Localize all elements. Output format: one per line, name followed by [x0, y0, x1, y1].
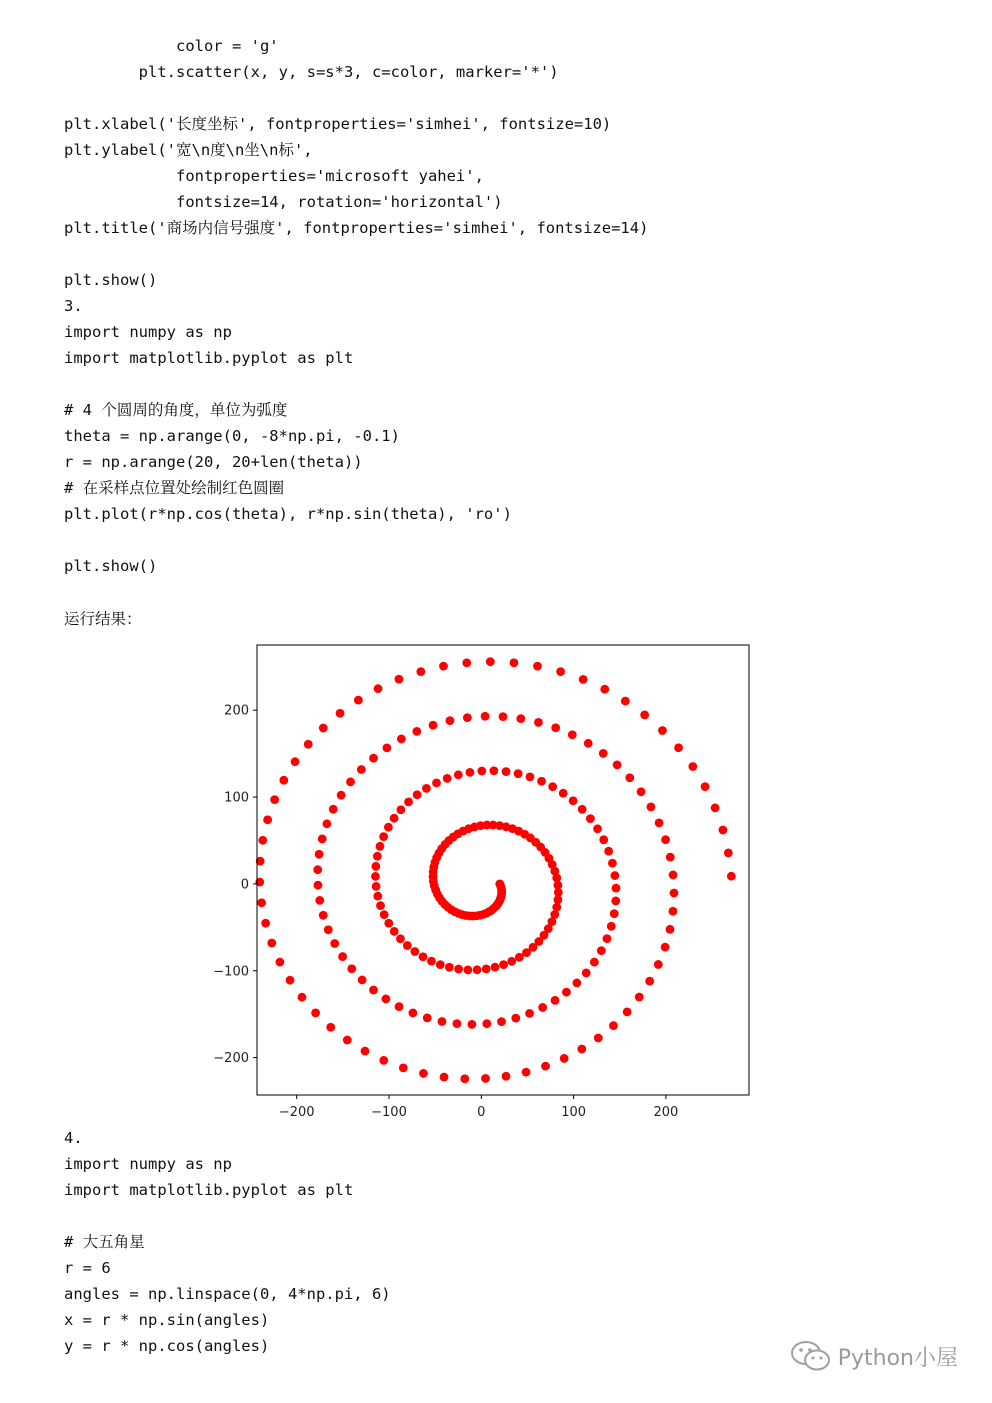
data-point	[658, 726, 667, 735]
data-point	[438, 1017, 447, 1026]
data-point	[559, 789, 568, 798]
data-point	[323, 819, 332, 828]
code-line	[64, 85, 648, 111]
data-point	[396, 805, 405, 814]
x-tick-label: 100	[561, 1105, 587, 1120]
code-line: plt.ylabel('宽\n度\n坐\n标',	[64, 141, 313, 159]
y-tick-label: 100	[224, 790, 249, 806]
data-point	[463, 713, 472, 722]
data-point	[635, 993, 644, 1002]
data-point	[724, 848, 733, 857]
data-point	[381, 995, 390, 1004]
code-line: # 在采样点位置处绘制红色圆圈	[64, 479, 285, 497]
data-point	[286, 976, 295, 985]
data-point	[443, 774, 452, 783]
data-point	[586, 814, 595, 823]
data-point	[613, 761, 622, 770]
data-point	[727, 872, 736, 881]
data-point	[610, 871, 619, 880]
data-point	[279, 776, 288, 785]
code-line: plt.show()	[64, 271, 158, 289]
wechat-icon	[790, 1339, 832, 1373]
code-line: plt.show()	[64, 557, 158, 575]
data-point	[556, 667, 565, 676]
data-point	[413, 790, 422, 799]
data-point	[482, 1019, 491, 1028]
data-point	[625, 773, 634, 782]
data-point	[315, 850, 324, 859]
data-point	[599, 835, 608, 844]
data-point	[384, 919, 393, 928]
watermark-text: Python小屋	[837, 1345, 958, 1371]
data-point	[454, 965, 463, 974]
data-point	[514, 769, 523, 778]
data-point	[419, 1069, 428, 1078]
data-point	[522, 1068, 531, 1077]
data-point	[647, 802, 656, 811]
data-point	[379, 1056, 388, 1065]
data-point	[526, 772, 535, 781]
data-point	[374, 684, 383, 693]
data-point	[298, 993, 307, 1002]
data-point	[655, 819, 664, 828]
data-point	[577, 1045, 586, 1054]
data-point	[318, 834, 327, 843]
data-point	[460, 1074, 469, 1083]
code-line	[64, 371, 648, 397]
data-point	[600, 685, 609, 694]
code-line: r = 6	[64, 1259, 111, 1277]
data-point	[396, 934, 405, 943]
data-point	[439, 662, 448, 671]
data-point	[373, 852, 382, 861]
data-point	[453, 1019, 462, 1028]
code-line: color = 'g'	[64, 37, 279, 55]
data-point	[584, 739, 593, 748]
data-point	[611, 897, 620, 906]
data-point	[416, 667, 425, 676]
data-point	[347, 964, 356, 973]
data-point	[562, 988, 571, 997]
code-line: r = np.arange(20, 20+len(theta))	[64, 453, 363, 471]
code-line: plt.plot(r*np.cos(theta), r*np.sin(theta), 'ro')	[64, 505, 512, 523]
data-point	[502, 1072, 511, 1081]
data-point	[599, 749, 608, 758]
data-point	[357, 765, 366, 774]
data-point	[343, 1036, 352, 1045]
code-line: # 4 个圆周的角度，单位为弧度	[64, 401, 288, 419]
data-point	[330, 939, 339, 948]
data-point	[499, 712, 508, 721]
data-point	[361, 1047, 370, 1056]
data-point	[551, 723, 560, 732]
data-point	[382, 744, 391, 753]
data-point	[462, 658, 471, 667]
data-point	[477, 767, 486, 776]
data-point	[670, 889, 679, 898]
data-point	[666, 925, 675, 934]
data-point	[404, 797, 413, 806]
code-line: import matplotlib.pyplot as plt	[64, 349, 354, 367]
data-point	[432, 778, 441, 787]
data-point	[463, 965, 472, 974]
data-point	[590, 958, 599, 967]
data-point	[637, 787, 646, 796]
data-point	[572, 979, 581, 988]
data-point	[429, 721, 438, 730]
data-point	[612, 884, 621, 893]
data-point	[258, 836, 267, 845]
data-point	[610, 909, 619, 918]
data-point	[666, 853, 675, 862]
data-point	[578, 805, 587, 814]
data-point	[568, 730, 577, 739]
result-label: 运行结果：	[64, 610, 142, 628]
data-point	[516, 714, 525, 723]
data-point	[354, 696, 363, 705]
data-point	[466, 768, 475, 777]
data-point	[329, 805, 338, 814]
data-point	[473, 965, 482, 974]
data-point	[270, 795, 279, 804]
x-tick-label: 0	[477, 1105, 486, 1120]
y-axis	[213, 704, 257, 1066]
data-point	[440, 1073, 449, 1082]
code-line: import matplotlib.pyplot as plt	[64, 1181, 354, 1199]
x-axis	[279, 1095, 679, 1120]
y-tick-label: −200	[213, 1051, 249, 1067]
data-point	[534, 718, 543, 727]
data-point	[515, 953, 524, 962]
data-point	[376, 842, 385, 851]
code-line: plt.xlabel('长度坐标', fontproperties='simhei', fontsize=10)	[64, 115, 612, 133]
data-point	[372, 882, 381, 891]
data-point	[419, 952, 428, 961]
data-point	[719, 826, 728, 835]
data-point	[537, 777, 546, 786]
code-line: angles = np.linspace(0, 4*np.pi, 6)	[64, 1285, 391, 1303]
data-point	[395, 1002, 404, 1011]
code-line: # 大五角星	[64, 1233, 145, 1251]
data-point	[411, 947, 420, 956]
data-point	[338, 952, 347, 961]
data-point	[267, 939, 276, 948]
x-tick-label: 200	[653, 1105, 679, 1120]
code-line: import numpy as np	[64, 323, 232, 341]
data-point	[369, 754, 378, 763]
data-point	[291, 757, 300, 766]
data-point	[608, 859, 617, 868]
data-point	[623, 1007, 632, 1016]
data-point	[468, 1020, 477, 1029]
watermark	[790, 1339, 958, 1373]
data-point	[538, 1003, 547, 1012]
code-line: 4.	[64, 1129, 83, 1147]
data-point	[436, 960, 445, 969]
data-point	[597, 946, 606, 955]
data-point	[569, 796, 578, 805]
data-point	[711, 803, 720, 812]
data-point	[371, 862, 380, 871]
data-point	[499, 960, 508, 969]
data-point	[403, 941, 412, 950]
data-point	[257, 898, 266, 907]
data-point	[594, 1034, 603, 1043]
data-point	[371, 872, 380, 881]
data-point	[688, 762, 697, 771]
data-point	[380, 910, 389, 919]
code-line: fontsize=14, rotation='horizontal')	[64, 193, 503, 211]
code-line: 3.	[64, 297, 83, 315]
x-tick-label: −100	[371, 1105, 407, 1120]
code-line	[64, 241, 648, 267]
code-line: import numpy as np	[64, 1155, 232, 1173]
data-point	[554, 895, 563, 904]
data-point	[490, 766, 499, 775]
data-point	[454, 770, 463, 779]
data-point	[507, 957, 516, 966]
data-point	[315, 896, 324, 905]
x-tick-label: −200	[278, 1105, 315, 1120]
code-line	[64, 1203, 391, 1229]
data-point	[304, 740, 313, 749]
data-point	[541, 1062, 550, 1071]
data-point	[603, 934, 612, 943]
data-point	[346, 778, 355, 787]
data-point	[369, 986, 378, 995]
data-point	[399, 1063, 408, 1072]
data-point	[337, 791, 346, 800]
data-point	[358, 976, 367, 985]
data-point	[376, 901, 385, 910]
code-line: x = r * np.sin(angles)	[64, 1311, 270, 1329]
data-point	[511, 1014, 520, 1023]
code-block-top	[64, 33, 648, 579]
data-point	[482, 965, 491, 974]
data-point	[607, 922, 616, 931]
data-point	[336, 709, 345, 718]
data-point	[621, 697, 630, 706]
data-point	[379, 832, 388, 841]
data-point	[395, 675, 404, 684]
data-point	[560, 1054, 569, 1063]
code-line: plt.title('商场内信号强度', fontproperties='simhei', fontsize=14)	[64, 219, 649, 237]
data-point	[314, 881, 323, 890]
y-tick-label: −100	[213, 964, 249, 980]
data-point	[390, 814, 399, 823]
data-point	[593, 824, 602, 833]
data-point	[423, 1014, 432, 1023]
data-point	[324, 925, 333, 934]
data-point	[609, 1021, 618, 1030]
data-point	[276, 958, 285, 967]
code-block-bottom	[64, 1125, 391, 1359]
data-point	[645, 977, 654, 986]
data-point	[582, 969, 591, 978]
data-point	[640, 710, 649, 719]
data-point	[669, 907, 678, 916]
data-point	[661, 835, 670, 844]
data-point	[579, 675, 588, 684]
data-point	[548, 782, 557, 791]
y-tick-label: 0	[240, 877, 249, 893]
data-point	[491, 963, 500, 972]
code-line: y = r * np.cos(angles)	[64, 1337, 270, 1355]
data-point	[390, 927, 399, 936]
data-point	[533, 662, 542, 671]
data-point	[263, 815, 272, 824]
data-point	[373, 892, 382, 901]
data-point	[604, 847, 613, 856]
data-point	[397, 735, 406, 744]
data-point	[481, 1074, 490, 1083]
data-point	[408, 1009, 417, 1018]
data-point	[261, 919, 270, 928]
data-point	[486, 657, 495, 666]
data-point	[510, 658, 519, 667]
data-point	[311, 1009, 320, 1018]
data-point	[422, 784, 431, 793]
data-point	[481, 712, 490, 721]
code-line: fontproperties='microsoft yahei',	[64, 167, 484, 185]
data-point	[654, 960, 663, 969]
data-point	[701, 782, 710, 791]
data-point	[446, 716, 455, 725]
data-point	[497, 1017, 506, 1026]
data-point	[319, 911, 328, 920]
data-point	[326, 1023, 335, 1032]
data-point	[384, 823, 393, 832]
data-point	[445, 963, 454, 972]
data-point	[674, 743, 683, 752]
data-point	[412, 727, 421, 736]
plot-points	[255, 657, 735, 1083]
spiral-chart	[195, 636, 755, 1126]
data-point	[313, 865, 322, 874]
code-line	[64, 527, 648, 553]
data-point	[319, 724, 328, 733]
data-point	[661, 943, 670, 952]
data-point	[502, 767, 511, 776]
code-line: plt.scatter(x, y, s=s*3, c=color, marker='*')	[64, 63, 559, 81]
data-point	[669, 871, 678, 880]
y-tick-label: 200	[224, 703, 249, 719]
code-line: theta = np.arange(0, -8*np.pi, -0.1)	[64, 427, 400, 445]
data-point	[525, 1009, 534, 1018]
data-point	[551, 996, 560, 1005]
data-point	[427, 957, 436, 966]
